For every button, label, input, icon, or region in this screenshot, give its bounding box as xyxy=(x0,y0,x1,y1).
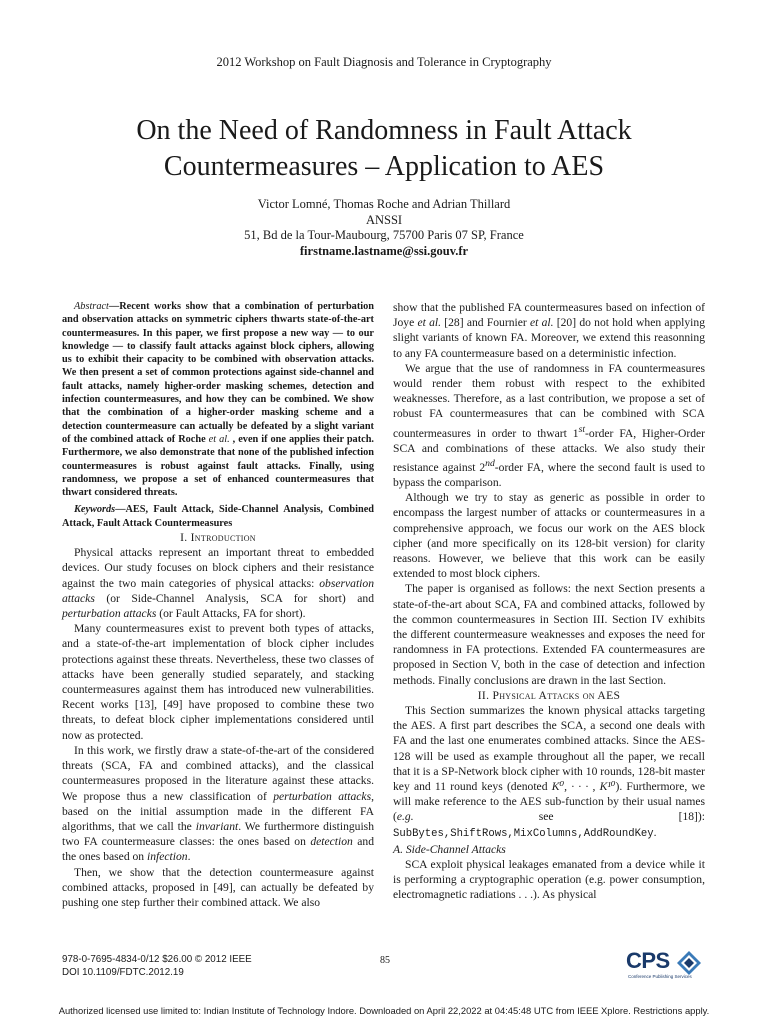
title-line-1: On the Need of Randomness in Fault Attack xyxy=(136,115,632,146)
conference-header: 2012 Workshop on Fault Diagnosis and Tolerance in Cryptography xyxy=(216,55,552,69)
ieee-license-notice: Authorized licensed use limited to: Indian Institute of Technology Indore. Downloaded on April 22,2022 at 04:45:48 UTC from IEEE Xplore. Restrictions apply. xyxy=(58,1005,710,1016)
logo-text: CPS xyxy=(626,948,670,973)
paragraph: SCA exploit physical leakages emanated from a device while it is performing a cryptographic operation (e.g. power consumption, electromagnetic radiations . . .). As physical xyxy=(393,858,705,902)
isbn-line: 978-0-7695-4834-0/12 $26.00 © 2012 IEEE xyxy=(62,954,252,965)
logo-subtitle: Conference Publishing Services xyxy=(628,974,692,979)
keywords-label: Keywords xyxy=(74,504,116,516)
affiliation: ANSSI xyxy=(365,212,403,227)
abstract: Abstract—Recent works show that a combination of perturbation and observation attacks on symmetric ciphers thwarts state-of-the-art countermeasures. In this paper, we first propose a new way — to our knowledge — to classify fault attacks against block ciphers, allowing us to exhibit their capacity to be combined with observation attacks. We then present a set of common protections against side-channel and fault attacks, namely higher-order masking schemes, detection and infection countermeasures, and how they can be combined. We show that the combination of a higher-order masking scheme and a detection countermeasure can actually be defeated by a slight variant of the combined attack of Roche et al. , even if one applies their patch. Furthermore, we also demonstrate that none of the published infection countermeasures is robust against fault attacks. Finally, using randomness, we propose a set of enhanced countermeasures that thwart considered threats. xyxy=(62,301,374,499)
email: firstname.lastname@ssi.gouv.fr xyxy=(299,243,469,258)
paragraph: We argue that the use of randomness in FA countermeasures would render them robust with respect to the exhibited weaknesses. Therefore, as a last contribution, we propose a set of robust FA countermeasures that can be combined with SCA countermeasures in order to thwart 1st-order FA, Higher-Order SCA and combinations of these attacks. We also study their resistance against 2nd-order FA, where the second fault is used to bypass the comparison. xyxy=(393,361,706,489)
section-heading-physical-attacks: II. Physical Attacks on AES xyxy=(477,688,621,702)
paragraph: Many countermeasures exist to prevent both types of attacks, and a state-of-the-art implementation of block cipher includes protections against these threats. Nevertheless, these two classes of attacks have been generally studied separately, and stacking countermeasures against them has introduced new vulnerabilities. Recent works [13], [49] have proposed to combine these two threats, to defeat block cipher implementations considered until now as protected. xyxy=(62,622,374,742)
subsection-heading-side-channel: A. Side-Channel Attacks xyxy=(393,842,506,856)
paper-title xyxy=(60,113,708,185)
author-block xyxy=(0,197,768,259)
footer-copyright xyxy=(62,954,252,979)
authors: Victor Lomné, Thomas Roche and Adrian Thillard xyxy=(257,197,511,211)
keywords: Keywords—AES, Fault Attack, Side-Channel Analysis, Combined Attack, Fault Attack Countermeasures xyxy=(62,504,374,529)
paragraph: Physical attacks represent an important threat to embedded devices. Our study focuses on block ciphers and their resistance against the two main categories of physical attacks: observation attacks (or Side-Channel Analysis, SCA for short) and perturbation attacks (or Fault Attacks, FA for short). xyxy=(62,546,374,621)
title-line-2: Countermeasures – Application to AES xyxy=(163,151,605,182)
address: 51, Bd de la Tour-Maubourg, 75700 Paris 07 SP, France xyxy=(244,228,524,242)
left-column xyxy=(62,300,374,910)
paragraph: This Section summarizes the known physical attacks targeting the AES. A first part describes the SCA, a second one deals with FA and the last one enumerates combined attacks. Since the AES-128 will be used as example throughout all the paper, we recall that it is a SP-Network block cipher with 10 rounds, 128-bit master key and 11 round keys (denoted K⁰, · · · , K¹⁰). Furthermore, we will make reference to the AES sub-function by their usual names (e.g. see [18]): SubBytes,ShiftRows,MixColumns,AddRoundKey. xyxy=(393,704,705,840)
abstract-label: Abstract xyxy=(74,301,109,312)
section-heading-introduction: I. Introduction xyxy=(180,531,256,545)
paragraph: Although we try to stay as generic as possible in order to encompass the largest number of attacks or countermeasures in a comprehensive approach, we focus our work on the AES block cipher (and more specifically on its 128-bit version) for clarity reasons. However, we believe that this work can be easily extended to most block ciphers. xyxy=(393,491,705,581)
right-column xyxy=(393,300,705,903)
doi-line: DOI 10.1109/FDTC.2012.19 xyxy=(62,966,184,978)
paragraph: show that the published FA countermeasures based on infection of Joye et al. [28] and Fournier et al. [20] do not hold when applying slight variants of known FA. Moreover, we extend this reasonning to any FA countermeasure based on a deterministic infection. xyxy=(393,301,705,360)
page-number: 85 xyxy=(380,955,390,966)
paragraph: In this work, we firstly draw a state-of-the-art of the considered threats (SCA, FA and combined attacks), and the classical countermeasures proposed in the literature against these attacks. We propose thus a new classification of perturbation attacks, based on the initial assumption made in the different FA algorithms, that we call the invariant. We furthermore distinguish two FA countermeasure classes: the ones based on detection and the ones based on infection. xyxy=(62,743,375,864)
cps-logo xyxy=(626,948,706,988)
paragraph: The paper is organised as follows: the next Section presents a state-of-the-art about SCA, FA and combined attacks, followed by the common countermeasures in Section III. Section IV exhibits the different countermeasure weaknesses and exposes the need for randomness in FA protections. Extended FA countermeasures are proposed in Section V, both in the case of detection and infection methods. Finally conclusions are drawn in the last Section. xyxy=(393,582,705,687)
cps-diamond-icon xyxy=(676,950,702,976)
paragraph: Then, we show that the detection countermeasure against combined attacks, proposed in [49], can actually be defeated by pushing one step further their combined attack. We also xyxy=(62,865,374,909)
